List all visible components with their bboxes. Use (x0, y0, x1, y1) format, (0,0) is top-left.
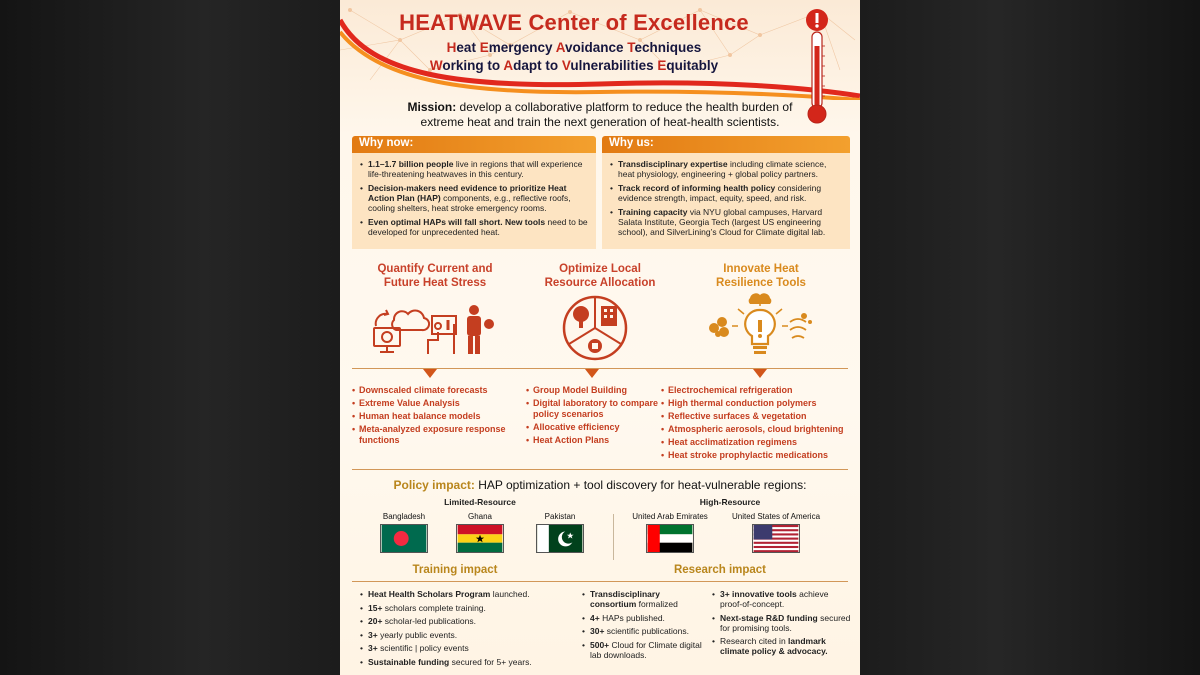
approach-list-item: • Heat stroke prophylactic medications (661, 450, 855, 461)
bullet-emphasis: 4+ (590, 612, 600, 623)
approach-list-item: • Heat Action Plans (526, 435, 666, 446)
approach-list-item: • Electrochemical refrigeration (661, 385, 855, 396)
acronym-word-rest: voidance (565, 40, 628, 55)
why-now-panel (352, 136, 596, 249)
column-title-optimize-line2: Resource Allocation (544, 277, 656, 289)
bullet-emphasis: 20+ (368, 616, 383, 627)
approach-list-item: • Extreme Value Analysis (352, 398, 522, 409)
policy-impact-text: HAP optimization + tool discovery for heat-vulnerable regions: (474, 478, 807, 492)
bullet-emphasis: 3+ (368, 629, 378, 640)
column-title-innovate-line2: Resilience Tools (716, 277, 806, 289)
bullet-emphasis: 500+ (590, 639, 610, 650)
bullet-text: scientific publications. (604, 626, 689, 637)
acronym-letter: A (555, 40, 565, 55)
approach-list-item: • Atmospheric aerosols, cloud brightening (661, 424, 855, 435)
bullet-text: yearly public events. (377, 629, 458, 640)
bullet-text: launched. (490, 589, 530, 599)
innovation-lightbulb-icon (704, 292, 816, 362)
approach-list-item: • Downscaled climate forecasts (352, 385, 522, 396)
approach-list-item: • High thermal conduction polymers (661, 398, 855, 409)
acronym-line-2 (340, 58, 808, 73)
why-now-item (360, 159, 588, 179)
ghana-flag-icon (456, 524, 504, 553)
bullet-text: formalized (636, 599, 678, 609)
bangladesh-flag-icon (380, 524, 428, 553)
country-label-bangladesh: Bangladesh (382, 512, 426, 521)
column-title-optimize-line1: Optimize Local (559, 263, 641, 275)
bullet-emphasis: 3+ innovative tools (720, 589, 797, 599)
why-now-header: Why now: (352, 136, 596, 153)
bullet-text: scholars complete training. (382, 602, 486, 613)
right-dark-backdrop (860, 0, 1200, 675)
uae-flag-icon (646, 524, 694, 553)
acronym-line-1 (340, 40, 808, 55)
training-impact-item (360, 657, 580, 667)
arrow-down-icon (585, 369, 599, 378)
training-impact-item (360, 643, 580, 653)
policy-impact-label: Policy impact: (393, 478, 475, 492)
approach-list-item: • Human heat balance models (352, 411, 522, 422)
bullet-text: scholar-led publications. (382, 616, 476, 627)
why-us-header: Why us: (602, 136, 850, 153)
research-impact-title: Research impact (673, 564, 767, 576)
why-us-item (610, 207, 842, 237)
bullet-text: secured for 5+ years. (449, 656, 532, 667)
acronym-letter: T (627, 40, 635, 55)
arrow-down-icon (423, 369, 437, 378)
bullet-emphasis: Track record of informing health policy (618, 183, 776, 193)
why-us-panel (602, 136, 850, 249)
why-us-list (610, 159, 842, 237)
bullet-emphasis: Decision-makers need evidence to prioritize Heat Action Plan (HAP) (368, 183, 567, 203)
mission-statement (400, 100, 800, 129)
column-title-quantify-line2: Future Heat Stress (383, 277, 487, 289)
research-impact-item (712, 613, 852, 633)
approach-list-item: • Group Model Building (526, 385, 666, 396)
country-label-uae: United Arab Emirates (632, 512, 708, 521)
research-impact-list-right (712, 589, 852, 660)
why-now-list (360, 159, 588, 237)
why-us-item (610, 159, 842, 179)
acronym-letter: V (561, 58, 571, 73)
why-now-item (360, 183, 588, 213)
bullet-text: achieve proof-of-concept. (720, 589, 829, 609)
country-label-ghana: Ghana (467, 512, 493, 521)
acronym-word-rest: dapt to (513, 58, 562, 73)
bullet-text: Research cited in (720, 636, 789, 647)
bullet-emphasis: 15+ (368, 602, 383, 613)
country-label-pakistan: Pakistan (544, 512, 576, 521)
column-title-innovate (686, 262, 836, 290)
section-divider-mid (352, 469, 848, 470)
poster (340, 0, 860, 675)
high-resource-label: High-Resource (699, 497, 761, 507)
bullet-emphasis: 3+ (368, 643, 378, 654)
acronym-letter: E (657, 58, 667, 73)
policy-impact-line (340, 478, 860, 492)
why-now-body (352, 153, 596, 249)
acronym-letter: E (479, 40, 489, 55)
arrow-down-icon (753, 369, 767, 378)
research-impact-item (582, 640, 706, 660)
research-impact-list-left (582, 589, 706, 663)
usa-flag-icon (752, 524, 800, 553)
column-title-quantify (360, 262, 510, 290)
acronym-letter: A (503, 58, 514, 73)
bullet-text: HAPs published. (599, 612, 665, 623)
bullet-emphasis: Next-stage R&D funding (720, 612, 818, 623)
bullet-emphasis: landmark climate policy & advocacy. (720, 636, 828, 657)
approach-list-item: • Meta-analyzed exposure response functions (352, 424, 522, 445)
column-title-quantify-line1: Quantify Current and (377, 263, 493, 275)
bullet-emphasis: Sustainable funding (368, 656, 450, 667)
acronym-word-rest: orking to (442, 58, 504, 73)
bullet-emphasis: Transdisciplinary expertise (618, 159, 728, 169)
resource-allocation-pie-icon (561, 294, 629, 362)
bullet-emphasis: Even optimal HAPs will fall short. New tools (368, 217, 546, 227)
left-dark-backdrop (0, 0, 340, 675)
bullet-text: Cloud for Climate digital lab downloads. (590, 639, 702, 660)
bullet-text: including climate science, heat physiology, engineering + global policy partners. (618, 159, 827, 179)
training-divider (352, 581, 574, 582)
bullet-emphasis: 1.1–1.7 billion people (368, 159, 454, 169)
column-title-optimize (525, 262, 675, 290)
training-impact-item (360, 603, 580, 613)
why-us-item (610, 183, 842, 203)
approach-list-item: • Heat acclimatization regimens (661, 437, 855, 448)
acronym-letter: W (429, 58, 443, 73)
limited-resource-label: Limited-Resource (444, 497, 516, 507)
bullet-text: scientific | policy events (377, 643, 469, 654)
acronym-word-rest: eat (456, 40, 480, 55)
bullet-emphasis: Heat Health Scholars Program (368, 589, 491, 599)
bullet-text: secured for promising tools. (720, 612, 851, 633)
training-impact-title: Training impact (412, 564, 498, 576)
mission-text: develop a collaborative platform to reduce the health burden of extreme heat and train the next generation of heat-health scientists. (420, 100, 793, 129)
acronym-word-rest: echniques (634, 40, 702, 55)
innovate-list (661, 385, 855, 463)
why-now-item (360, 217, 588, 237)
training-impact-item (360, 589, 580, 599)
training-impact-list (360, 589, 580, 671)
approach-list-item: • Reflective surfaces & vegetation (661, 411, 855, 422)
research-impact-item (582, 626, 706, 636)
climate-computing-icon (366, 296, 496, 358)
research-impact-item (712, 589, 852, 609)
mission-label: Mission: (407, 100, 457, 114)
research-impact-item (582, 613, 706, 623)
pakistan-flag-icon (536, 524, 584, 553)
bullet-text: live in regions that will experience life-threatening heatwaves in this century. (368, 159, 583, 179)
training-impact-item (360, 616, 580, 626)
bullet-text: components, e.g., reflective roofs, cooling shelters, heat stroke emergency rooms. (368, 193, 571, 213)
thermometer-icon (800, 6, 834, 126)
why-us-body (602, 153, 850, 249)
acronym-word-rest: mergency (488, 40, 556, 55)
bullet-emphasis: Training capacity (618, 207, 688, 217)
acronym-word-rest: ulnerabilities (570, 58, 658, 73)
quantify-list (352, 385, 522, 448)
bullet-emphasis: Transdisciplinary consortium (590, 589, 660, 609)
poster-title: HEATWAVE Center of Excellence (399, 10, 749, 35)
optimize-list (526, 385, 666, 448)
approach-list-item: • Allocative efficiency (526, 422, 666, 433)
bullet-text: considering evidence strength, impact, equity, speed, and risk. (618, 183, 822, 203)
country-label-usa: United States of America (731, 512, 821, 521)
acronym-word-rest: quitably (666, 58, 719, 73)
research-impact-item (712, 636, 852, 656)
bullet-text: need to be developed for unprecedented heat. (368, 217, 588, 237)
training-impact-item (360, 630, 580, 640)
acronym-letter: H (446, 40, 457, 55)
research-divider (574, 581, 848, 582)
bullet-text: via NYU global campuses, Harvard Salata Institute, Georgia Tech (largest US engineering school), and SilverLining’s Cloud for Climate digital lab. (618, 207, 826, 237)
column-title-innovate-line1: Innovate Heat (723, 263, 799, 275)
approach-list-item: • Digital laboratory to compare policy scenarios (526, 398, 666, 419)
bullet-emphasis: 30+ (590, 626, 605, 637)
research-impact-item (582, 589, 706, 609)
